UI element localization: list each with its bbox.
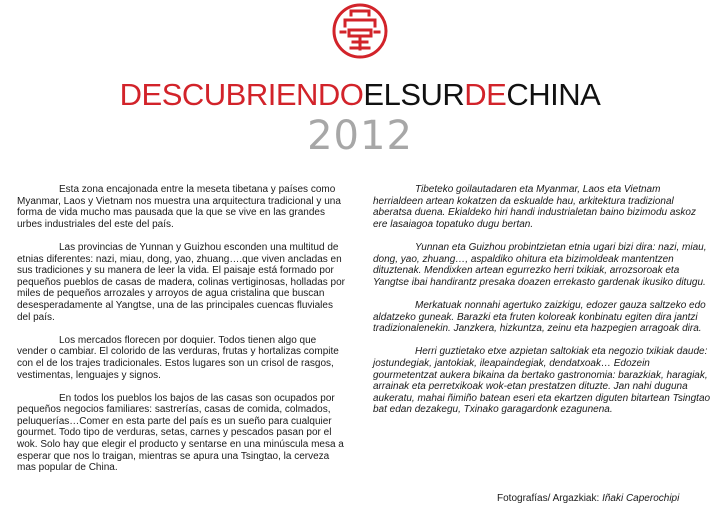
title-word-4: DE [464, 77, 507, 112]
spanish-column [17, 184, 347, 485]
credit-author: Iñaki Caperochipi [602, 493, 680, 504]
spanish-paragraph: Los mercados florecen por doquier. Todos tienen algo que vender o cambiar. El colorido de las verduras, frutas y hortalizas compite con el de los trajes tradicionales. Estos lugares son un crisol de rasgos, vestimentas, lenguajes y signos. [17, 334, 339, 381]
spanish-paragraph: En todos los pueblos los bajos de las casas son ocupados por pequeños negocios familiares: sastrerías, casas de comida, colmados, peluquerías…Comer en esta parte del país es un sueño para cualquier gourmet. Todo tipo de verduras, setas, carnes y pescados pasan por el wok. Solo hay que elegir el producto y sentarse en una minúscula mesa a esperar que nos lo traigan, mientras se apura una Tsingtao, la cerveza mas popular de China. [17, 392, 344, 474]
basque-paragraph: Yunnan eta Guizhou probintzietan etnia ugari bizi dira: nazi, miau, dong, yao, zhuang…, aspaldiko ohitura eta bizimoldeak mantentzen dituztenak. Mendixken artean egurrezko herri txikiak, arrozsoroak eta Yangtse ibai handirantz presaka doazen errekasto gardenak ikusiko ditugu. [373, 241, 707, 288]
photo-credit [497, 493, 679, 505]
basque-paragraph: Merkatuak nonnahi agertuko zaizkigu, edozer gauza saltzeko edo aldatzeko guneak. Barazki eta fruten koloreak konbinatu egiten dira jantzi tradizionalenekin. Janzkera, hizkuntza, zeinu eta hazpegien arragoak dira. [373, 299, 706, 335]
title-word-5: CHINA [506, 77, 601, 112]
year-heading: 2012 [307, 113, 413, 159]
basque-paragraph: Tibeteko goilautadaren eta Myanmar, Laos eta Vietnam herrialdeen artean kokatzen da eskualde hau, arkitektura tradizional aberatsa duena. Ekialdeko hiri handi industrialetan baino bizimodu askoz ere lasaiagoa topatuko dugu bertan. [373, 184, 696, 230]
spanish-paragraph: Esta zona encajonada entre la meseta tibetana y países como Myanmar, Laos y Vietnam nos muestra una arquitectura tradicional y una forma de vida mucho mas pausada que la que se vive en las grandes urbes industriales del este del país. [17, 184, 341, 230]
title-word-3: SUR [400, 77, 465, 112]
title-word-1: DESCUBRIENDO [119, 77, 364, 112]
basque-column [373, 184, 711, 427]
spanish-paragraph: Las provincias de Yunnan y Guizhou esconden una multitud de etnias diferentes: nazi, miau, dong, yao, zhuang….que viven ancladas en sus tradiciones y su manera de leer la vida. El paisaje está formado por pequeños pueblos de casas de madera, colinas vertiginosas, holladas por miles de pequeños arrozales y arroyos de agua cristalina que buscan desesperadamente al Yangtse, una de las principales cuencas fluviales del país. [17, 241, 345, 323]
chinese-seal-icon [331, 2, 389, 60]
credit-label: Fotografías/ Argazkiak: [497, 493, 603, 504]
title-word-2: EL [363, 77, 401, 112]
page-title [0, 78, 720, 112]
basque-paragraph: Herri guztietako etxe azpietan saltokiak eta negozio txikiak daude: jostundegiak, jantokiak, ileapaindegiak, dendatxoak… Edozein gourmetentzat aukera bikaina da bertako gastronomia: barazkiak, haragiak, arrainak eta perretxikoak wok-etan prestatzen dituzte. Jan nahi duguna aukeratu, mahai ñimiño batean eseri eta ekartzen diguten bitartean Tsingtao bat edan dezakegu, Txinako garagardonk ezagunena. [373, 346, 711, 416]
